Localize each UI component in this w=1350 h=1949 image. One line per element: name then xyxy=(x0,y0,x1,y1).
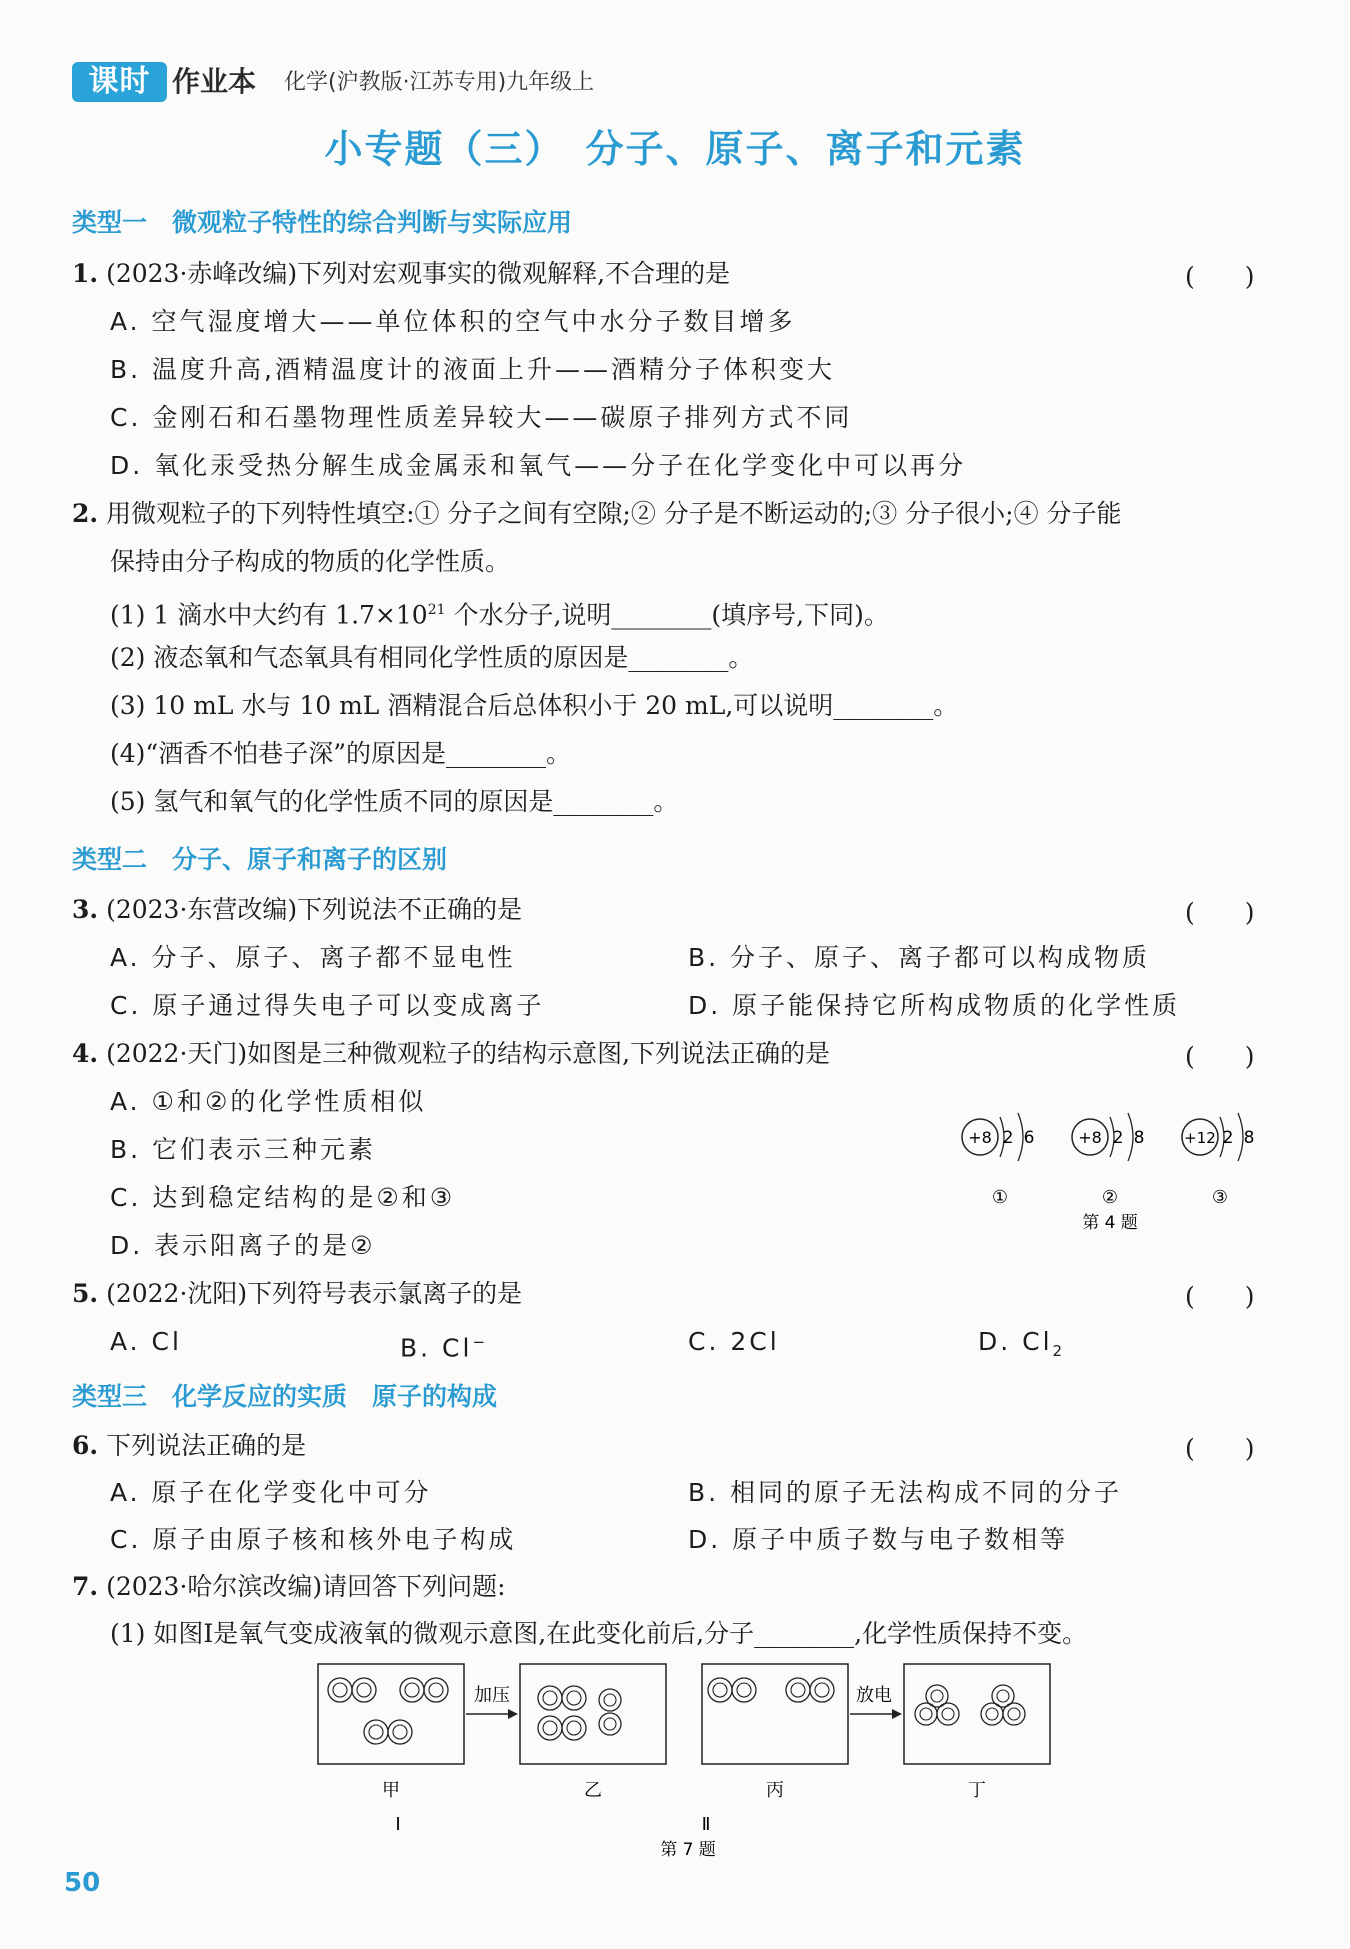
page-title: 小专题（三） 分子、原子、离子和元素 xyxy=(324,127,1026,171)
box-label: 乙 xyxy=(584,1780,602,1801)
option-d: D. 氧化汞受热分解生成金属汞和氧气——分子在化学变化中可以再分 xyxy=(110,451,967,480)
answer-blank: ( ) xyxy=(1185,1434,1255,1463)
answer-blank: ( ) xyxy=(1185,1282,1255,1311)
question-stem: (2022·沈阳)下列符号表示氯离子的是 xyxy=(106,1279,523,1308)
sub-question-3: (3) 10 mL 水与 10 mL 酒精混合后总体积小于 20 mL,可以说明________。 xyxy=(110,691,959,720)
oxygen-molecule xyxy=(786,1678,834,1702)
option-b xyxy=(400,1325,488,1365)
question-number: 5. xyxy=(72,1279,99,1308)
option-a: A. 空气湿度增大——单位体积的空气中水分子数目增多 xyxy=(110,307,796,336)
atom-label: ① xyxy=(991,1187,1009,1208)
atom-label: ③ xyxy=(1211,1187,1229,1208)
arrow-2-label: 放电 xyxy=(856,1685,892,1706)
option-d: D. 原子能保持它所构成物质的化学性质 xyxy=(688,991,1181,1020)
figure-label-1: Ⅰ xyxy=(395,1814,401,1835)
question-number: 1. xyxy=(72,259,99,288)
section-2-heading: 类型二 分子、原子和离子的区别 xyxy=(72,845,448,874)
book-logo: 课时 xyxy=(72,62,167,102)
option-a: A. 分子、原子、离子都不显电性 xyxy=(110,943,516,972)
option-text: D. Cl xyxy=(978,1327,1053,1356)
sub-text: (1) 1 滴水中大约有 1.7×10 xyxy=(110,600,428,630)
box-label: 丁 xyxy=(968,1780,986,1801)
atom-1 xyxy=(962,1113,1034,1208)
ozone-molecule xyxy=(981,1685,1025,1725)
sub-question-1: (1) 如图Ⅰ是氧气变成液氧的微观示意图,在此变化前后,分子________,化学性质保持不变。 xyxy=(110,1619,1088,1648)
question-6 xyxy=(72,1429,306,1463)
question-4 xyxy=(72,1037,830,1071)
option-a: A. Cl xyxy=(110,1327,182,1356)
oxygen-molecule xyxy=(400,1678,448,1702)
nucleus-charge: +8 xyxy=(968,1128,992,1147)
section-1-heading: 类型一 微观粒子特性的综合判断与实际应用 xyxy=(72,208,573,237)
question-stem: (2023·东营改编)下列说法不正确的是 xyxy=(106,895,523,924)
sub-question-1 xyxy=(110,593,889,632)
box-label: 丙 xyxy=(766,1780,784,1801)
question-5 xyxy=(72,1277,522,1311)
arrow-1-label: 加压 xyxy=(474,1685,510,1706)
option-text: B. Cl xyxy=(400,1333,473,1363)
sub-question-5: (5) 氢气和氧气的化学性质不同的原因是________。 xyxy=(110,787,679,816)
sub-question-2: (2) 液态氧和气态氧具有相同化学性质的原因是________。 xyxy=(110,643,754,672)
question-number: 4. xyxy=(72,1039,99,1068)
nucleus-charge: +8 xyxy=(1078,1128,1102,1147)
question-1 xyxy=(72,257,730,291)
question-stem: 下列说法正确的是 xyxy=(106,1431,307,1460)
box-ding xyxy=(904,1664,1050,1764)
question-2 xyxy=(72,497,1122,531)
option-a: A. ①和②的化学性质相似 xyxy=(110,1087,427,1116)
question-number: 3. xyxy=(72,895,99,924)
option-c: C. 达到稳定结构的是②和③ xyxy=(110,1183,456,1212)
answer-blank: ( ) xyxy=(1185,1042,1255,1071)
option-b: B. 它们表示三种元素 xyxy=(110,1135,377,1164)
sub-text: 个水分子,说明________(填序号,下同)。 xyxy=(445,600,889,630)
oxygen-molecule xyxy=(328,1678,376,1702)
box-label: 甲 xyxy=(382,1780,400,1801)
option-b: B. 相同的原子无法构成不同的分子 xyxy=(688,1478,1123,1507)
question-number: 6. xyxy=(72,1431,99,1460)
atom-label: ② xyxy=(1101,1187,1119,1208)
question-stem: 用微观粒子的下列特性填空:① 分子之间有空隙;② 分子是不断运动的;③ 分子很小;④ 分子能 xyxy=(106,499,1122,528)
molecule-change-diagram xyxy=(310,1658,1070,1858)
option-d: D. 表示阳离子的是② xyxy=(110,1231,376,1260)
oxygen-molecule xyxy=(538,1686,586,1710)
electron-count-2: 8 xyxy=(1243,1128,1255,1148)
subject-line: 化学(沪教版·江苏专用)九年级上 xyxy=(284,70,595,95)
atom-3 xyxy=(1182,1113,1254,1208)
option-c: C. 2Cl xyxy=(688,1327,780,1356)
question-number: 7. xyxy=(72,1572,99,1601)
electron-count-1: 2 xyxy=(1222,1128,1234,1148)
section-3-heading: 类型三 化学反应的实质 原子的构成 xyxy=(72,1382,498,1411)
answer-blank: ( ) xyxy=(1185,898,1255,927)
question-stem: (2023·赤峰改编)下列对宏观事实的微观解释,不合理的是 xyxy=(106,259,731,288)
book-name: 作业本 xyxy=(172,65,257,98)
option-d xyxy=(978,1325,1065,1368)
option-c: C. 金刚石和石墨物理性质差异较大——碳原子排列方式不同 xyxy=(110,403,853,432)
option-b: B. 温度升高,酒精温度计的液面上升——酒精分子体积变大 xyxy=(110,355,835,384)
exponent: 21 xyxy=(427,602,446,618)
atom-structure-diagrams xyxy=(950,1095,1280,1235)
box-yi xyxy=(520,1664,666,1764)
oxygen-molecule xyxy=(364,1720,412,1744)
option-a: A. 原子在化学变化中可分 xyxy=(110,1478,432,1507)
option-c: C. 原子由原子核和核外电子构成 xyxy=(110,1525,517,1554)
oxygen-molecule xyxy=(708,1678,756,1702)
figure-caption: 第 7 题 xyxy=(660,1840,716,1858)
ozone-molecule xyxy=(915,1685,959,1725)
question-3 xyxy=(72,893,522,927)
electron-count-1: 2 xyxy=(1112,1128,1124,1148)
subscript: 2 xyxy=(1052,1342,1066,1360)
question-7 xyxy=(72,1570,506,1604)
question-number: 2. xyxy=(72,499,99,528)
figure-label-2: Ⅱ xyxy=(701,1814,711,1835)
answer-blank: ( ) xyxy=(1185,262,1255,291)
option-c: C. 原子通过得失电子可以变成离子 xyxy=(110,991,545,1020)
question-stem: (2022·天门)如图是三种微观粒子的结构示意图,下列说法正确的是 xyxy=(106,1039,831,1068)
question-stem-cont: 保持由分子构成的物质的化学性质。 xyxy=(110,547,511,576)
electron-count-1: 2 xyxy=(1002,1128,1014,1148)
electron-count-2: 6 xyxy=(1023,1128,1035,1148)
sub-question-4: (4)“酒香不怕巷子深”的原因是________。 xyxy=(110,739,571,768)
page-number: 50 xyxy=(64,1868,101,1898)
question-stem: (2023·哈尔滨改编)请回答下列问题: xyxy=(106,1572,506,1601)
electron-count-2: 8 xyxy=(1133,1128,1145,1148)
nucleus-charge: +12 xyxy=(1184,1129,1216,1147)
oxygen-molecule xyxy=(538,1716,586,1740)
atom-2 xyxy=(1072,1113,1144,1208)
charge-superscript: − xyxy=(472,1333,489,1351)
option-b: B. 分子、原子、离子都可以构成物质 xyxy=(688,943,1151,972)
option-d: D. 原子中质子数与电子数相等 xyxy=(688,1525,1069,1554)
figure-caption: 第 4 题 xyxy=(1082,1213,1138,1233)
